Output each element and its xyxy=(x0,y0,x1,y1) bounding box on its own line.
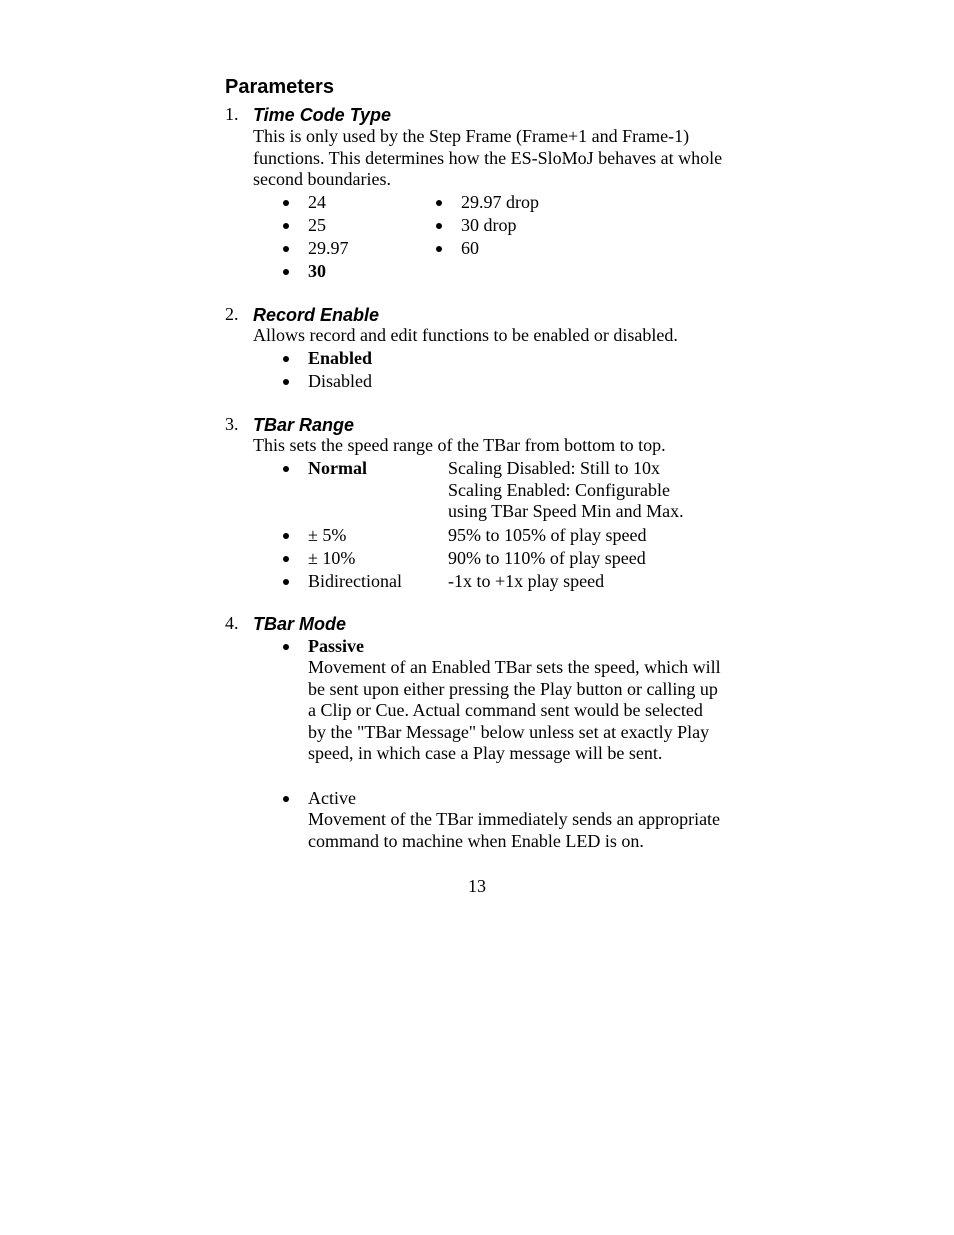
bullet-icon xyxy=(283,356,289,362)
bullet-icon xyxy=(283,223,289,229)
bullet-icon xyxy=(283,556,289,562)
list-item: 29.97 drop xyxy=(461,192,539,212)
option-description-line: Scaling Enabled: Configurable xyxy=(448,480,670,500)
bullet-icon xyxy=(283,379,289,385)
bullet-icon xyxy=(283,579,289,585)
section-3-number: 3. xyxy=(225,414,239,434)
section-3-description: This sets the speed range of the TBar from bottom to top. xyxy=(253,435,666,455)
list-item: 60 xyxy=(461,238,479,258)
list-item-default: Passive xyxy=(308,636,364,656)
option-description-line: Scaling Disabled: Still to 10x xyxy=(448,458,660,478)
section-2-title: Record Enable xyxy=(253,305,380,325)
bullet-icon xyxy=(283,644,289,650)
list-item: 29.97 xyxy=(308,238,349,258)
option-description: Movement of the TBar immediately sends an appropriate command to machine when Enable LED is on. xyxy=(308,809,721,851)
section-1-description: This is only used by the Step Frame (Frame+1 and Frame-1) functions. This determines how the ES-SloMoJ behaves at whole second boundaries. xyxy=(253,126,723,190)
list-item-default: 30 xyxy=(308,261,326,281)
section-2-number: 2. xyxy=(225,304,239,324)
option-description-line: using TBar Speed Min and Max. xyxy=(448,501,684,521)
bullet-icon xyxy=(436,223,442,229)
list-item: Bidirectional xyxy=(308,571,402,591)
section-2-description: Allows record and edit functions to be enabled or disabled. xyxy=(253,325,678,345)
list-item: Disabled xyxy=(308,371,372,391)
bullet-icon xyxy=(283,200,289,206)
section-4-title: TBar Mode xyxy=(253,614,347,634)
page-heading: Parameters xyxy=(225,76,334,98)
section-4-number: 4. xyxy=(225,613,239,633)
bullet-icon xyxy=(436,200,442,206)
list-item: 30 drop xyxy=(461,215,517,235)
list-item-default: Enabled xyxy=(308,348,373,368)
bullet-icon xyxy=(283,796,289,802)
option-description: Movement of an Enabled TBar sets the speed, which will be sent upon either pressing the Play button or calling up a Clip or Cue. Actual command sent would be selected by the "TBar Message" below unless set at exactly Play speed, in which case a Play message will be sent. xyxy=(308,657,721,764)
section-1-number: 1. xyxy=(225,104,239,124)
page-number: 13 xyxy=(468,876,486,896)
bullet-icon xyxy=(283,269,289,275)
bullet-icon xyxy=(283,466,289,472)
list-item-default: Normal xyxy=(308,458,367,478)
option-description-line: 95% to 105% of play speed xyxy=(448,525,647,545)
section-1-title: Time Code Type xyxy=(253,105,392,125)
list-item: ± 5% xyxy=(308,525,347,545)
list-item: 25 xyxy=(308,215,326,235)
bullet-icon xyxy=(283,533,289,539)
list-item: 24 xyxy=(308,192,326,212)
list-item: Active xyxy=(308,788,356,808)
option-description-line: -1x to +1x play speed xyxy=(448,571,605,591)
list-item: ± 10% xyxy=(308,548,356,568)
bullet-icon xyxy=(436,246,442,252)
section-3-title: TBar Range xyxy=(253,415,355,435)
option-description-line: 90% to 110% of play speed xyxy=(448,548,646,568)
bullet-icon xyxy=(283,246,289,252)
